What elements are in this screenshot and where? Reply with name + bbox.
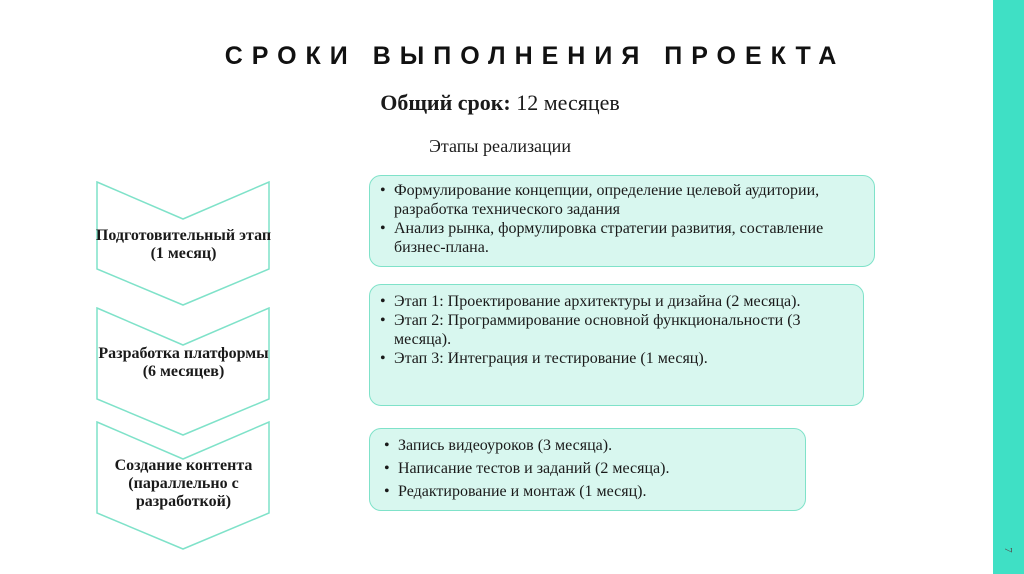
stage-details-2 — [369, 284, 864, 406]
stage-chevron-1 — [91, 181, 276, 307]
accent-bar — [993, 0, 1024, 574]
stage-label-1: Подготовительный этап (1 месяц) — [95, 227, 272, 262]
total-term — [0, 90, 1000, 116]
list-item: • Редактирование и монтаж (1 месяц). — [384, 482, 791, 501]
list-item: • Формулирование концепции, определение целевой аудитории, разработка технического задания — [380, 181, 864, 219]
stage-chevron-3 — [91, 421, 276, 551]
stage-label-3: Создание контента (параллельно с разработкой) — [114, 457, 253, 510]
total-term-label: Общий срок: — [380, 90, 511, 115]
list-item: • Этап 3: Интеграция и тестирование (1 месяц). — [380, 349, 853, 368]
slide-title: СРОКИ ВЫПОЛНЕНИЯ ПРОЕКТА — [224, 42, 846, 70]
stages-heading: Этапы реализации — [429, 136, 571, 156]
stage-details-3 — [369, 428, 806, 511]
stage-label-2: Разработка платформы (6 месяцев) — [98, 345, 269, 380]
stage-chevron-2 — [91, 307, 276, 437]
list-item: • Написание тестов и заданий (2 месяца). — [384, 459, 791, 478]
list-item: • Этап 1: Проектирование архитектуры и дизайна (2 месяца). — [380, 292, 853, 311]
stage-details-1 — [369, 175, 875, 267]
list-item: • Этап 2: Программирование основной функциональности (3 месяца). — [380, 311, 853, 349]
list-item: • Анализ рынка, формулировка стратегии развития, составление бизнес-плана. — [380, 219, 864, 257]
slide-number: 7 — [1002, 547, 1014, 553]
list-item: • Запись видеоуроков (3 месяца). — [384, 436, 791, 455]
total-term-value: 12 месяцев — [516, 90, 620, 115]
